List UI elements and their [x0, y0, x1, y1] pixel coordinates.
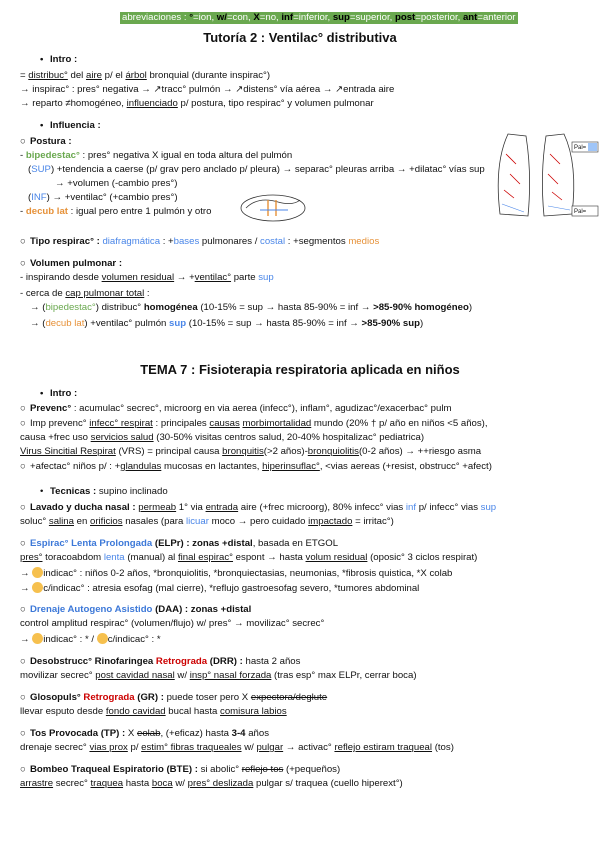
intro-line-2: → inspirac° : pres° negativa → ↗tracc° pulmón → ↗distens° vía aérea → ↗entrada aire [20, 84, 395, 95]
intro-line-3: → reparto ≠homogéneo, influenciado p/ postura, tipo respirac° y volumen pulmonar [20, 98, 374, 109]
lavado-heading: ○ Lavado y ducha nasal : permeab 1° via entrada aire (+frec microorg), 80% infecc° vias inf p/ infecc° vias sup [20, 502, 497, 513]
postura-line-5: - decub lat : igual pero entre 1 pulmón y otro [20, 206, 212, 217]
volumen-line-4: → (decub lat) +ventilac° pulmón sup (10-15% = sup → hasta 85-90% = inf → >85-90% sup) [30, 318, 424, 329]
daa-line-1: control amplitud respirac° (volumen/flujo) w/ pres° → movilizac° secrec° [20, 618, 325, 629]
smiley-sad-icon [97, 633, 108, 644]
volumen-line-1: - inspirando desde volumen residual → +ventilac° parte sup [20, 272, 274, 283]
t7-intro-4: Virus Sincitial Respirat (VRS) = principal causa bronquitis(>2 años)-bronquiolitis(0-2 años) → ++riesgo asma [20, 446, 482, 457]
volumen-heading: ○ Volumen pulmonar : [20, 258, 123, 269]
drr-heading: ○ Desobstrucc° Rinofaringea Retrograda (DRR) : hasta 2 años [20, 656, 301, 667]
smiley-happy-icon [32, 633, 43, 644]
postura-line-1: - bipedestac° : pres° negativa X igual en toda altura del pulmón [20, 150, 293, 161]
elpr-line-3: → c/indicac° : atresia esofag (mal cierre), *reflujo gastroesofag severo, *tumores abdominal [20, 583, 420, 594]
tecnicas-heading: • Tecnicas : supino inclinado [40, 486, 168, 497]
postura-line-4: (INF) → +ventilac° (+cambio pres°) [28, 192, 178, 203]
gr-line-1: llevar esputo desde fondo cavidad bucal hasta comisura labios [20, 706, 287, 717]
influencia-heading: • Influencia : [40, 120, 101, 131]
lying-figure-icon [238, 188, 308, 226]
t7-intro-2: ○ Imp prevenc° infecc° respirat : principales causas morbimortalidad mundo (20% † p/ año en niños <5 años), [20, 418, 488, 429]
elpr-line-1: pres° toracoabdom lenta (manual) al final espirac° espont → hasta volum residual (oposic° 3 ciclos respirat) [20, 552, 478, 563]
intro-line-1: = distribuc° del aire p/ el árbol bronquial (durante inspirac°) [20, 70, 271, 81]
bte-heading: ○ Bombeo Traqueal Espiratorio (BTE) : si abolic° reflejo tos (+pequeños) [20, 764, 341, 775]
postura-line-3: → +volumen (-cambio pres°) [55, 178, 178, 189]
smiley-happy-icon [32, 567, 43, 578]
elpr-line-2: → indicac° : niños 0-2 años, *bronquiolitis, *bronquiectasias, neumonias, *fibrosis quistica, *X colab [20, 568, 453, 579]
postura-heading: ○ Postura : [20, 136, 72, 147]
gr-heading: ○ Glosopuls° Retrograda (GR) : puede toser pero X expectora/deglute [20, 692, 328, 703]
tipo-respirac: ○ Tipo respirac° : diafragmática : +bases pulmonares / costal : +segmentos medios [20, 236, 380, 247]
tutoria-title: Tutoría 2 : Ventilac° distributiva [203, 30, 397, 45]
tema7-title: TEMA 7 : Fisioterapia respiratoria aplicada en niños [140, 362, 460, 377]
abbreviations-bar: abreviaciones : °=ion, w/=con, X=no, inf=inferior, sup=superior, post=posterior, ant=anterior [122, 12, 516, 23]
smiley-sad-icon [32, 582, 43, 593]
lung-label-bottom: Pal= [574, 209, 587, 215]
elpr-heading: ○ Espirac° Lenta Prolongada (ELPr) : zonas +distal, basada en ETGOL [20, 538, 339, 549]
bte-line-1: arrastre secrec° traquea hasta boca w/ pres° deslizada pulgar s/ traquea (cuello hiperext°) [20, 778, 403, 789]
daa-line-2: → indicac° : * / c/indicac° : * [20, 634, 161, 645]
lung-label-top: Pal= [574, 145, 587, 151]
drr-line-1: movilizar secrec° post cavidad nasal w/ insp° nasal forzada (tras esp° max ELPr, cerrar boca) [20, 670, 417, 681]
postura-line-2: (SUP) +tendencia a caerse (p/ grav pero anclado p/ pleura) → separac° pleuras arriba → +dilatac° vías sup [28, 164, 485, 175]
t7-intro-3: causa +frec uso servicios salud (30-50% visitas centros salud, 20-40% hospitalizac° pediatrica) [20, 432, 425, 443]
intro-heading: • Intro : [40, 54, 78, 65]
daa-heading: ○ Drenaje Autogeno Asistido (DAA) : zonas +distal [20, 604, 252, 615]
t7-intro-5: ○ +afectac° niños p/ : +glandulas mucosas en lactantes, hiperinsuflac°, <vias aereas (+resist, obstrucc° +afect) [20, 461, 492, 472]
t7-intro-1: ○ Prevenc° : acumulac° secrec°, microorg en via aerea (infecc°), inflam°, agudizac°/exacerbac° pulm [20, 403, 452, 414]
lavado-line-1: soluc° salina en orificios nasales (para licuar moco → pero cuidado impactado = irritac°) [20, 516, 394, 527]
t7-intro-heading: • Intro : [40, 388, 78, 399]
tp-heading: ○ Tos Provocada (TP) : X eolab, (+eficaz) hasta 3-4 años [20, 728, 270, 739]
tp-line-1: drenaje secrec° vias prox p/ estim° fibras traqueales w/ pulgar → activac° reflejo estiram traqueal (tos) [20, 742, 454, 753]
volumen-line-2: - cerca de cap pulmonar total : [20, 288, 150, 299]
volumen-line-3: → (bipedestac°) distribuc° homogénea (10-15% = sup → hasta 85-90% = inf → >85-90% homogéneo) [30, 302, 473, 313]
